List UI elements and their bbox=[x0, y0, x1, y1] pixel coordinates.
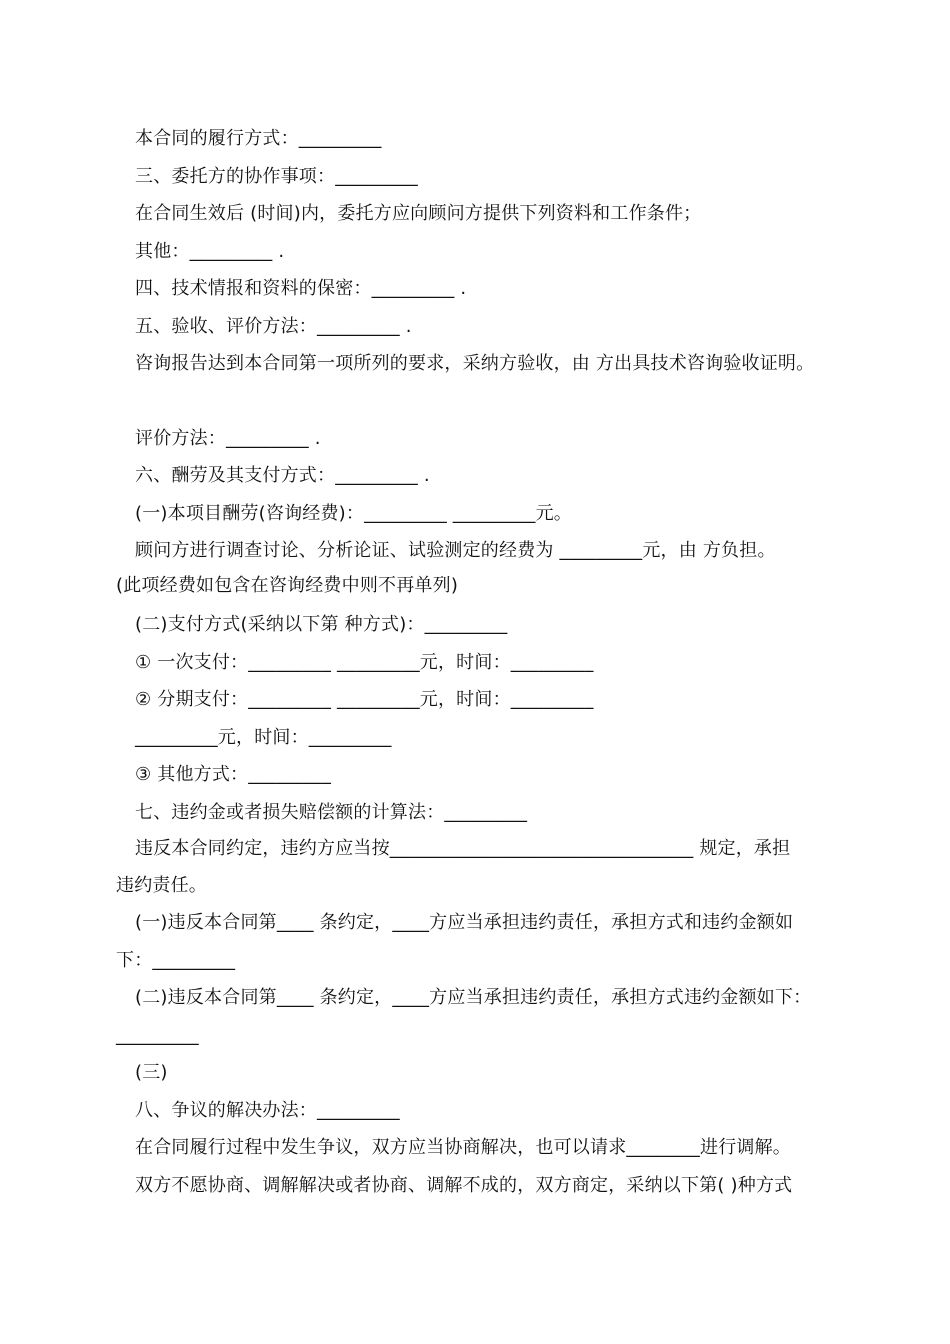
breach-item-3-line: (三) bbox=[135, 1062, 168, 1083]
installment-payment-line: ② 分期支付：_________ _________元，时间：_________ bbox=[135, 689, 594, 710]
acceptance-line: 咨询报告达到本合同第一项所列的要求，采纳方验收，由 方出具技术咨询验收证明。 bbox=[135, 353, 815, 374]
client-materials-line: 在合同生效后 (时间)内，委托方应向顾问方提供下列资料和工作条件； bbox=[135, 203, 702, 224]
breach-item-2-line: (二)违反本合同第____ 条约定，____方应当承担违约责任，承担方式违约金额如下： bbox=[135, 987, 812, 1008]
section-4-heading: 四、技术情报和资料的保密：_________ . bbox=[135, 278, 467, 299]
breach-item-1-continuation: 下：_________ bbox=[116, 950, 236, 971]
payment-method-line: (二)支付方式(采纳以下第 种方式)：_________ bbox=[135, 614, 508, 635]
breach-item-2-continuation: _________ bbox=[116, 1025, 199, 1046]
breach-item-1-line: (一)违反本合同第____ 条约定，____方应当承担违约责任，承担方式和违约金额如 bbox=[135, 912, 794, 933]
investigation-fee-line: 顾问方进行调查讨论、分析论证、试验测定的经费为 _________元，由 方负担。 bbox=[135, 540, 776, 561]
evaluation-method-line: 评价方法：_________ . bbox=[135, 428, 321, 449]
section-3-heading: 三、委托方的协作事项：_________ bbox=[135, 166, 418, 187]
other-payment-line: ③ 其他方式：_________ bbox=[135, 764, 332, 785]
lump-sum-payment-line: ① 一次支付：_________ _________元，时间：_________ bbox=[135, 652, 594, 673]
section-5-heading: 五、验收、评价方法：_________ . bbox=[135, 316, 412, 337]
breach-liability-line: 违约责任。 bbox=[116, 875, 207, 896]
other-line: 其他：_________ . bbox=[135, 241, 285, 262]
performance-method-line: 本合同的履行方式：_________ bbox=[135, 128, 382, 149]
dispute-negotiation-line: 在合同履行过程中发生争议，双方应当协商解决，也可以请求________进行调解。 bbox=[135, 1137, 791, 1158]
remuneration-line: (一)本项目酬劳(咨询经费)：_________ _________元。 bbox=[135, 503, 573, 524]
installment-continuation-line: _________元，时间：_________ bbox=[135, 727, 392, 748]
section-7-heading: 七、违约金或者损失赔偿额的计算法：_________ bbox=[135, 802, 528, 823]
section-8-heading: 八、争议的解决办法：_________ bbox=[135, 1100, 400, 1121]
fee-note-line: (此项经费如包含在咨询经费中则不再单列) bbox=[116, 575, 459, 596]
dispute-resolution-line: 双方不愿协商、调解解决或者协商、调解不成的，双方商定，采纳以下第( )种方式 bbox=[135, 1175, 793, 1196]
breach-rule-line: 违反本合同约定，违约方应当按_________________________________ 规定，承担 bbox=[135, 838, 791, 859]
section-6-heading: 六、酬劳及其支付方式：_________ . bbox=[135, 465, 430, 486]
